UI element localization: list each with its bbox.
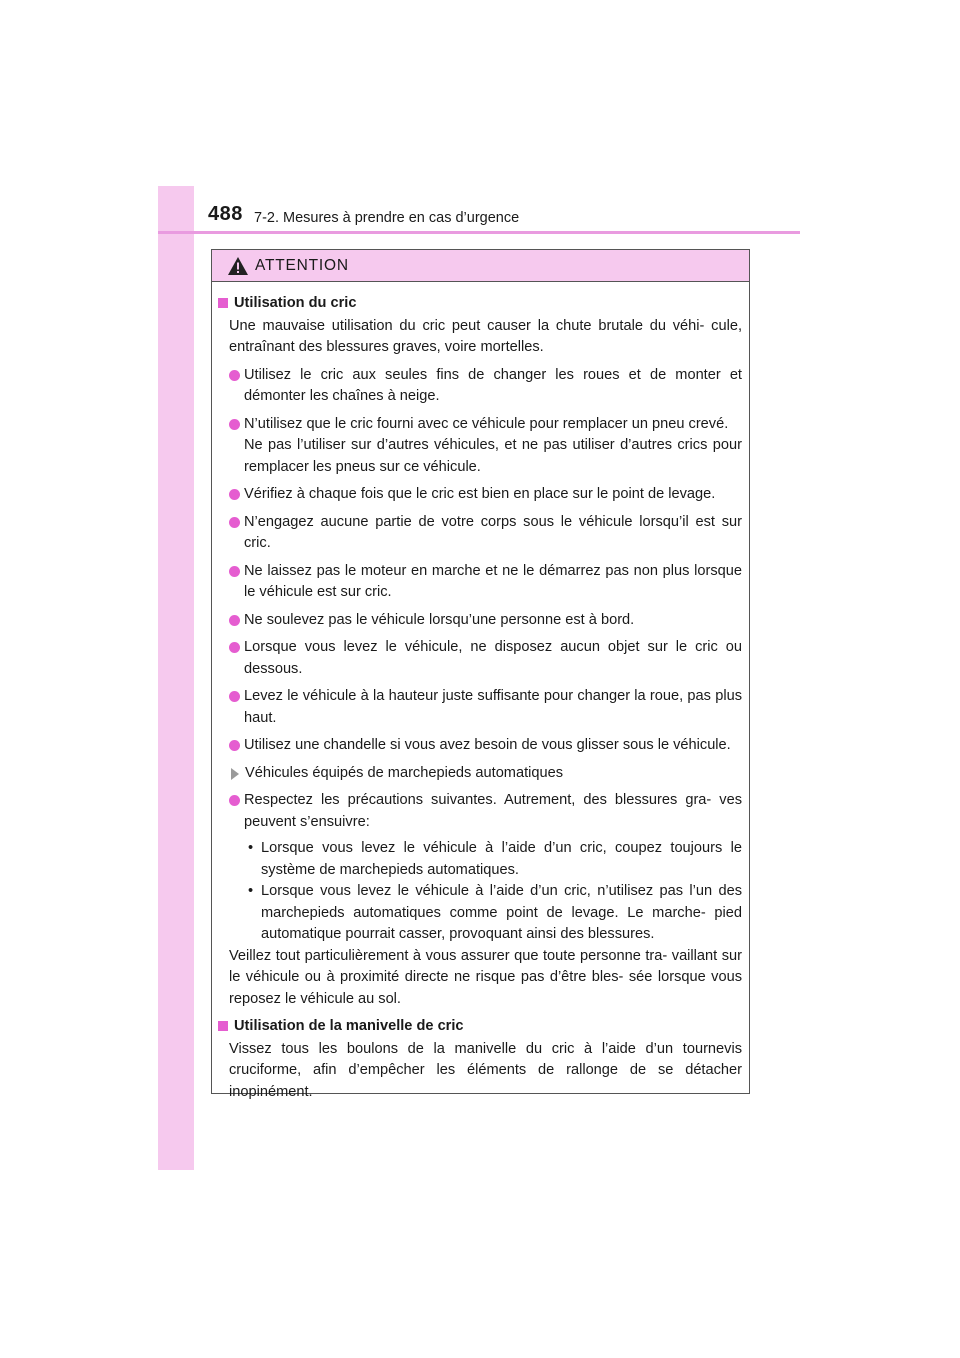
list-item — [218, 484, 742, 506]
list-item — [218, 365, 742, 408]
list-item-text: Ne soulevez pas le véhicule lorsqu’une personne est à bord. — [244, 611, 635, 628]
list-item-text: Ne laissez pas le moteur en marche et ne le démarrez pas non plus lorsque le véhicule est sur cric. — [244, 562, 742, 600]
list-item-text: Utilisez une chandelle si vous avez besoin de vous glisser sous le véhicule. — [244, 737, 731, 753]
list-item-text: Lorsque vous levez le véhicule, ne disposez aucun objet sur le cric ou dessous. — [244, 639, 742, 677]
sub-list-item-text: Lorsque vous levez le véhicule à l’aide d’un cric, n’utilisez pas l’un des marchepieds automatiques comme point de levage. Le marche- pied automatique pourrait casser, provoquant ainsi des blessures. — [261, 883, 742, 942]
square-bullet-icon — [218, 1021, 228, 1031]
bullet-dot-icon — [229, 740, 240, 751]
sub-list-item — [248, 881, 742, 946]
bullet-dot-icon — [229, 419, 240, 430]
bullet-dot-icon — [229, 489, 240, 500]
list-item — [218, 561, 742, 604]
bullet-dot-icon — [229, 691, 240, 702]
bullet-dot-icon — [229, 795, 240, 806]
list-item-text: N’utilisez que le cric fourni avec ce véhicule pour remplacer un pneu crevé. — [244, 415, 729, 432]
sub-list-item — [248, 838, 742, 881]
triangle-arrow-icon — [231, 768, 239, 780]
bullet-dot-icon — [229, 642, 240, 653]
square-bullet-icon — [218, 298, 228, 308]
sub-list — [218, 838, 742, 946]
section-heading — [218, 1016, 742, 1038]
list-item-text: Ne pas l’utiliser sur d’autres véhicules, et ne pas utiliser d’autres crics pour remplacer les pneus sur ce véhicule. — [244, 437, 742, 475]
list-item-text: Utilisez le cric aux seules fins de changer les roues et de monter et démonter les chaînes à neige. — [244, 366, 742, 404]
list-item-text: Respectez les précautions suivantes. Autrement, des blessures gra- ves peuvent s’ensuivre: — [244, 792, 742, 830]
vehicle-variant-heading — [218, 763, 742, 785]
sub-list-item-text: Lorsque vous levez le véhicule à l’aide d’un cric, coupez toujours le système de marchepieds automatiques. — [261, 840, 742, 878]
middle-dot-icon: • — [248, 883, 254, 899]
section-heading-text: Utilisation du cric — [234, 295, 357, 311]
list-item — [218, 637, 742, 680]
bullet-dot-icon — [229, 517, 240, 528]
vehicle-variant-text: Véhicules équipés de marchepieds automatiques — [245, 764, 564, 781]
section-title: 7-2. Mesures à prendre en cas d’urgence — [254, 210, 520, 226]
section-intro: Une mauvaise utilisation du cric peut causer la chute brutale du véhi- cule, entraînant des blessures graves, voire mortelles. — [229, 317, 742, 355]
list-item — [218, 512, 742, 555]
bullet-dot-icon — [229, 615, 240, 626]
list-item — [218, 735, 742, 757]
bullet-dot-icon — [229, 566, 240, 577]
attention-title: ATTENTION — [255, 256, 349, 274]
middle-dot-icon: • — [248, 840, 254, 856]
list-item — [218, 686, 742, 729]
warning-triangle-icon — [227, 256, 249, 276]
list-item — [218, 414, 742, 479]
list-item-text: Levez le véhicule à la hauteur juste suffisante pour changer la roue, pas plus haut. — [244, 688, 742, 726]
attention-body — [212, 282, 749, 1103]
list-item — [218, 610, 742, 632]
section-text: Vissez tous les boulons de la manivelle du cric à l’aide d’un tournevis cruciforme, afin d’empêcher les éléments de rallonge de se détacher inopinément. — [229, 1040, 742, 1100]
chapter-side-tab — [158, 186, 194, 1170]
attention-header — [212, 250, 749, 282]
list-item-text: N’engagez aucune partie de votre corps sous le véhicule lorsqu’il est sur cric. — [244, 513, 742, 551]
section-heading-text: Utilisation de la manivelle de cric — [234, 1018, 464, 1034]
section-heading — [218, 293, 742, 315]
list-item-text: Vérifiez à chaque fois que le cric est bien en place sur le point de levage. — [244, 486, 716, 502]
closing-paragraph: Veillez tout particulièrement à vous assurer que toute personne tra- vaillant sur le véhicule ou à proximité directe ne risque pas d’être bles- sée lorsque vous reposez le véhicule au sol. — [229, 947, 742, 1007]
bullet-dot-icon — [229, 370, 240, 381]
attention-box — [211, 249, 750, 1100]
page-number: 488 — [208, 203, 243, 225]
list-item — [218, 790, 742, 833]
header-rule — [158, 231, 800, 234]
